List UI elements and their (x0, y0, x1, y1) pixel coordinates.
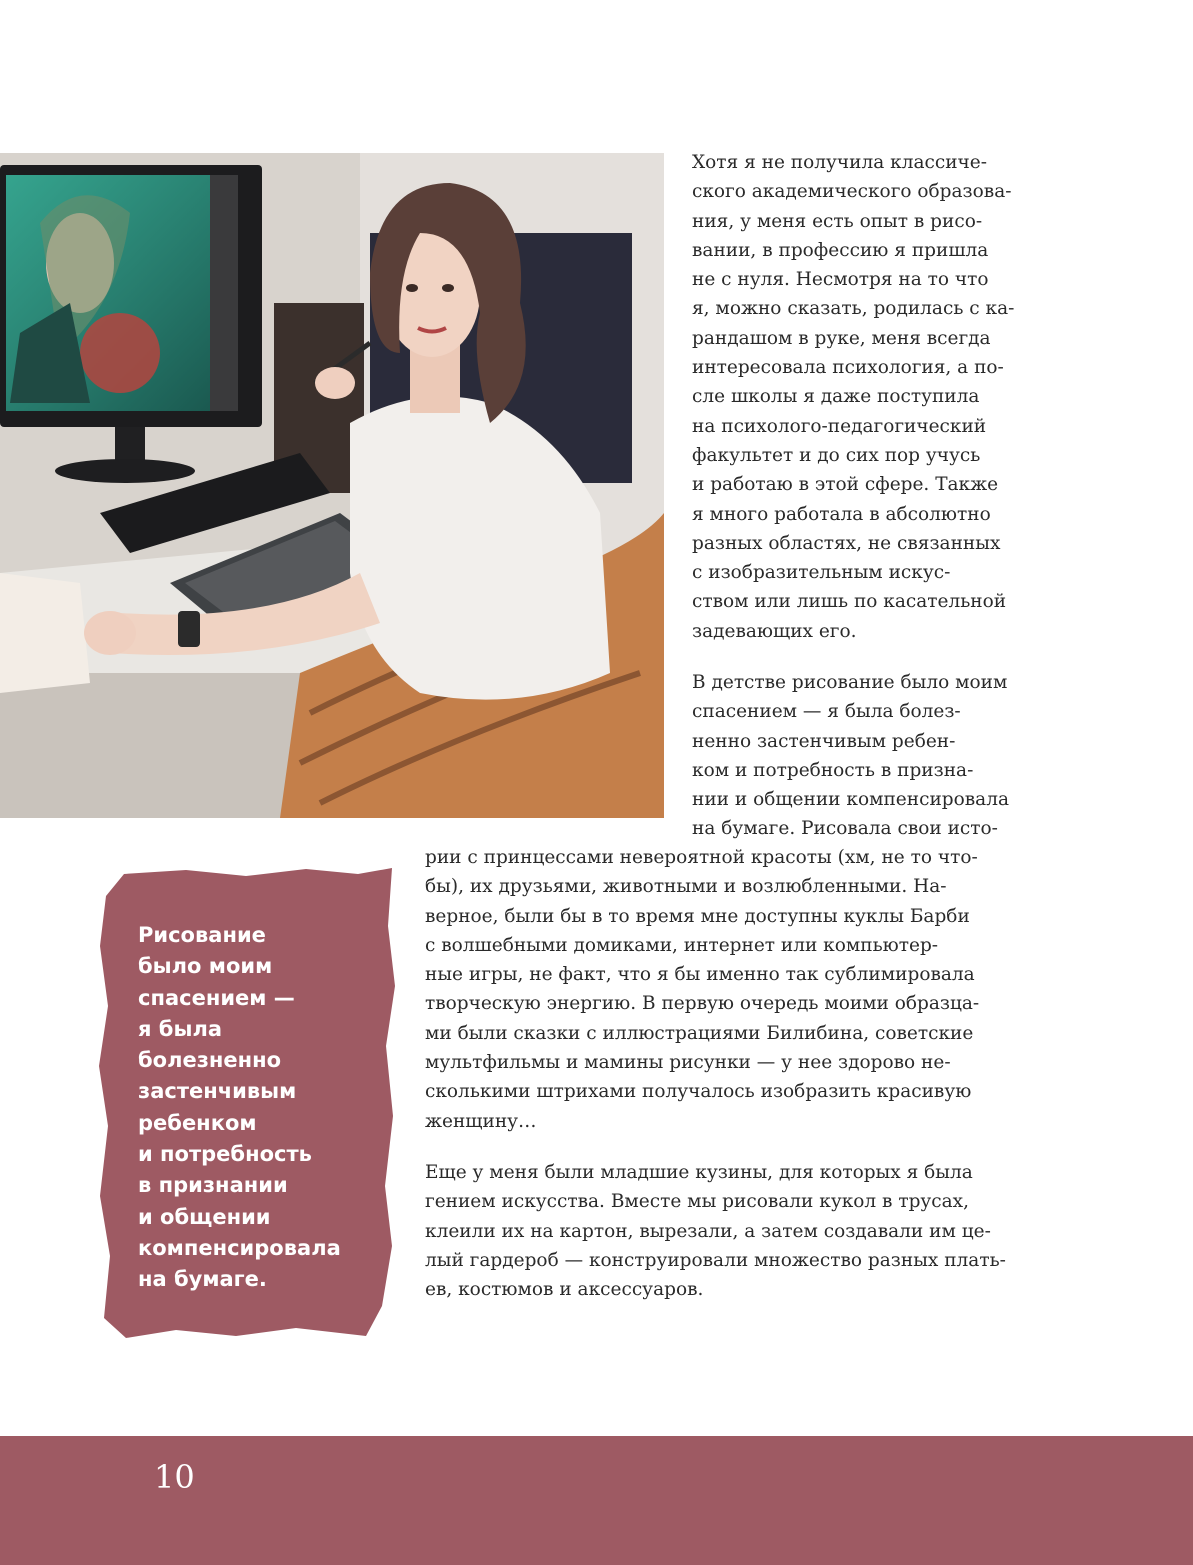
text-line: бы), их друзьями, животными и возлюбленными. На- (425, 876, 947, 898)
text-line: на психолого-педагогический (692, 415, 987, 437)
text-line: творческую энергию. В первую очередь моими образца- (425, 993, 980, 1015)
paragraph-2-top (692, 668, 1009, 844)
paragraph-1 (692, 148, 1014, 646)
author-photo (0, 153, 664, 818)
quote-line: застенчивым (138, 1079, 297, 1104)
text-line: В детстве рисование было моим (692, 672, 1008, 693)
text-line: мультфильмы и мамины рисунки — у нее здорово не- (425, 1052, 951, 1074)
text-line: спасением — я была болез- (692, 701, 961, 723)
text-line: факультет и до сих пор учусь (692, 444, 981, 466)
text-line: Хотя я не получила классиче- (692, 152, 987, 173)
quote-line: и общении (138, 1204, 271, 1229)
text-line: ми были сказки с иллюстрациями Билибина, советские (425, 1022, 974, 1044)
text-line: разных областях, не связанных (692, 532, 1001, 554)
text-line: ненно застенчивым ребен- (692, 730, 956, 752)
quote-line: в признании (138, 1173, 288, 1198)
text-line: верное, были бы в то время мне доступны куклы Барби (425, 905, 970, 927)
quote-line: и потребность (138, 1142, 312, 1167)
text-line: на бумаге. Рисовала свои исто- (692, 818, 998, 840)
text-line: с изобразительным искус- (692, 562, 951, 584)
text-line: ского академического образова- (692, 181, 1012, 203)
text-line: задевающих его. (692, 620, 857, 642)
text-line: нии и общении компенсировала (692, 789, 1009, 811)
quote-line: спасением — (138, 985, 295, 1010)
quote-line: компенсировала (138, 1235, 341, 1260)
quote-line: ребенком (138, 1110, 257, 1135)
text-line: и работаю в этой сфере. Также (692, 474, 999, 496)
text-line: рандашом в руке, меня всегда (692, 327, 991, 349)
quote-line: Рисование (138, 923, 266, 947)
text-line: я, можно сказать, родилась с ка- (692, 298, 1015, 320)
text-line: вании, в профессию я пришла (692, 239, 989, 261)
quote-line: на бумаге. (138, 1267, 267, 1292)
text-line: я много работала в абсолютно (692, 503, 991, 525)
page-number: 10 (154, 1458, 195, 1496)
text-line: женщину… (425, 1110, 537, 1132)
text-line: сколькими штрихами получалось изобразить красивую (425, 1081, 972, 1103)
text-line: ством или лишь по касательной (692, 591, 1007, 613)
text-line: ния, у меня есть опыт в рисо- (692, 210, 983, 232)
quote-line: было моим (138, 954, 273, 979)
quote-line: я была (138, 1016, 222, 1041)
text-line: ные игры, не факт, что я бы именно так сублимировала (425, 964, 975, 986)
text-line: сле школы я даже поступила (692, 386, 980, 408)
paragraph-3 (425, 1158, 1006, 1304)
text-line: рии с принцессами невероятной красоты (хм, не то что- (425, 847, 978, 868)
photo-illustration (0, 153, 664, 818)
text-line: гением искусства. Вместе мы рисовали кукол в трусах, (425, 1191, 969, 1213)
text-line: не с нуля. Несмотря на то что (692, 269, 989, 291)
text-line: Еще у меня были младшие кузины, для которых я была (425, 1162, 973, 1183)
text-line: лый гардероб — конструировали множество разных плать- (425, 1249, 1006, 1271)
text-line: ком и потребность в призна- (692, 759, 974, 781)
paragraph-2-bottom (425, 843, 979, 1136)
text-line: ев, костюмов и аксессуаров. (425, 1279, 704, 1301)
quote-line: болезненно (138, 1048, 282, 1073)
text-line: с волшебными домиками, интернет или компьютер- (425, 934, 939, 956)
page-footer (0, 1436, 1193, 1565)
text-line: клеили их на картон, вырезали, а затем создавали им це- (425, 1220, 991, 1242)
pull-quote (138, 920, 378, 1296)
text-line: интересовала психология, а по- (692, 357, 1004, 379)
